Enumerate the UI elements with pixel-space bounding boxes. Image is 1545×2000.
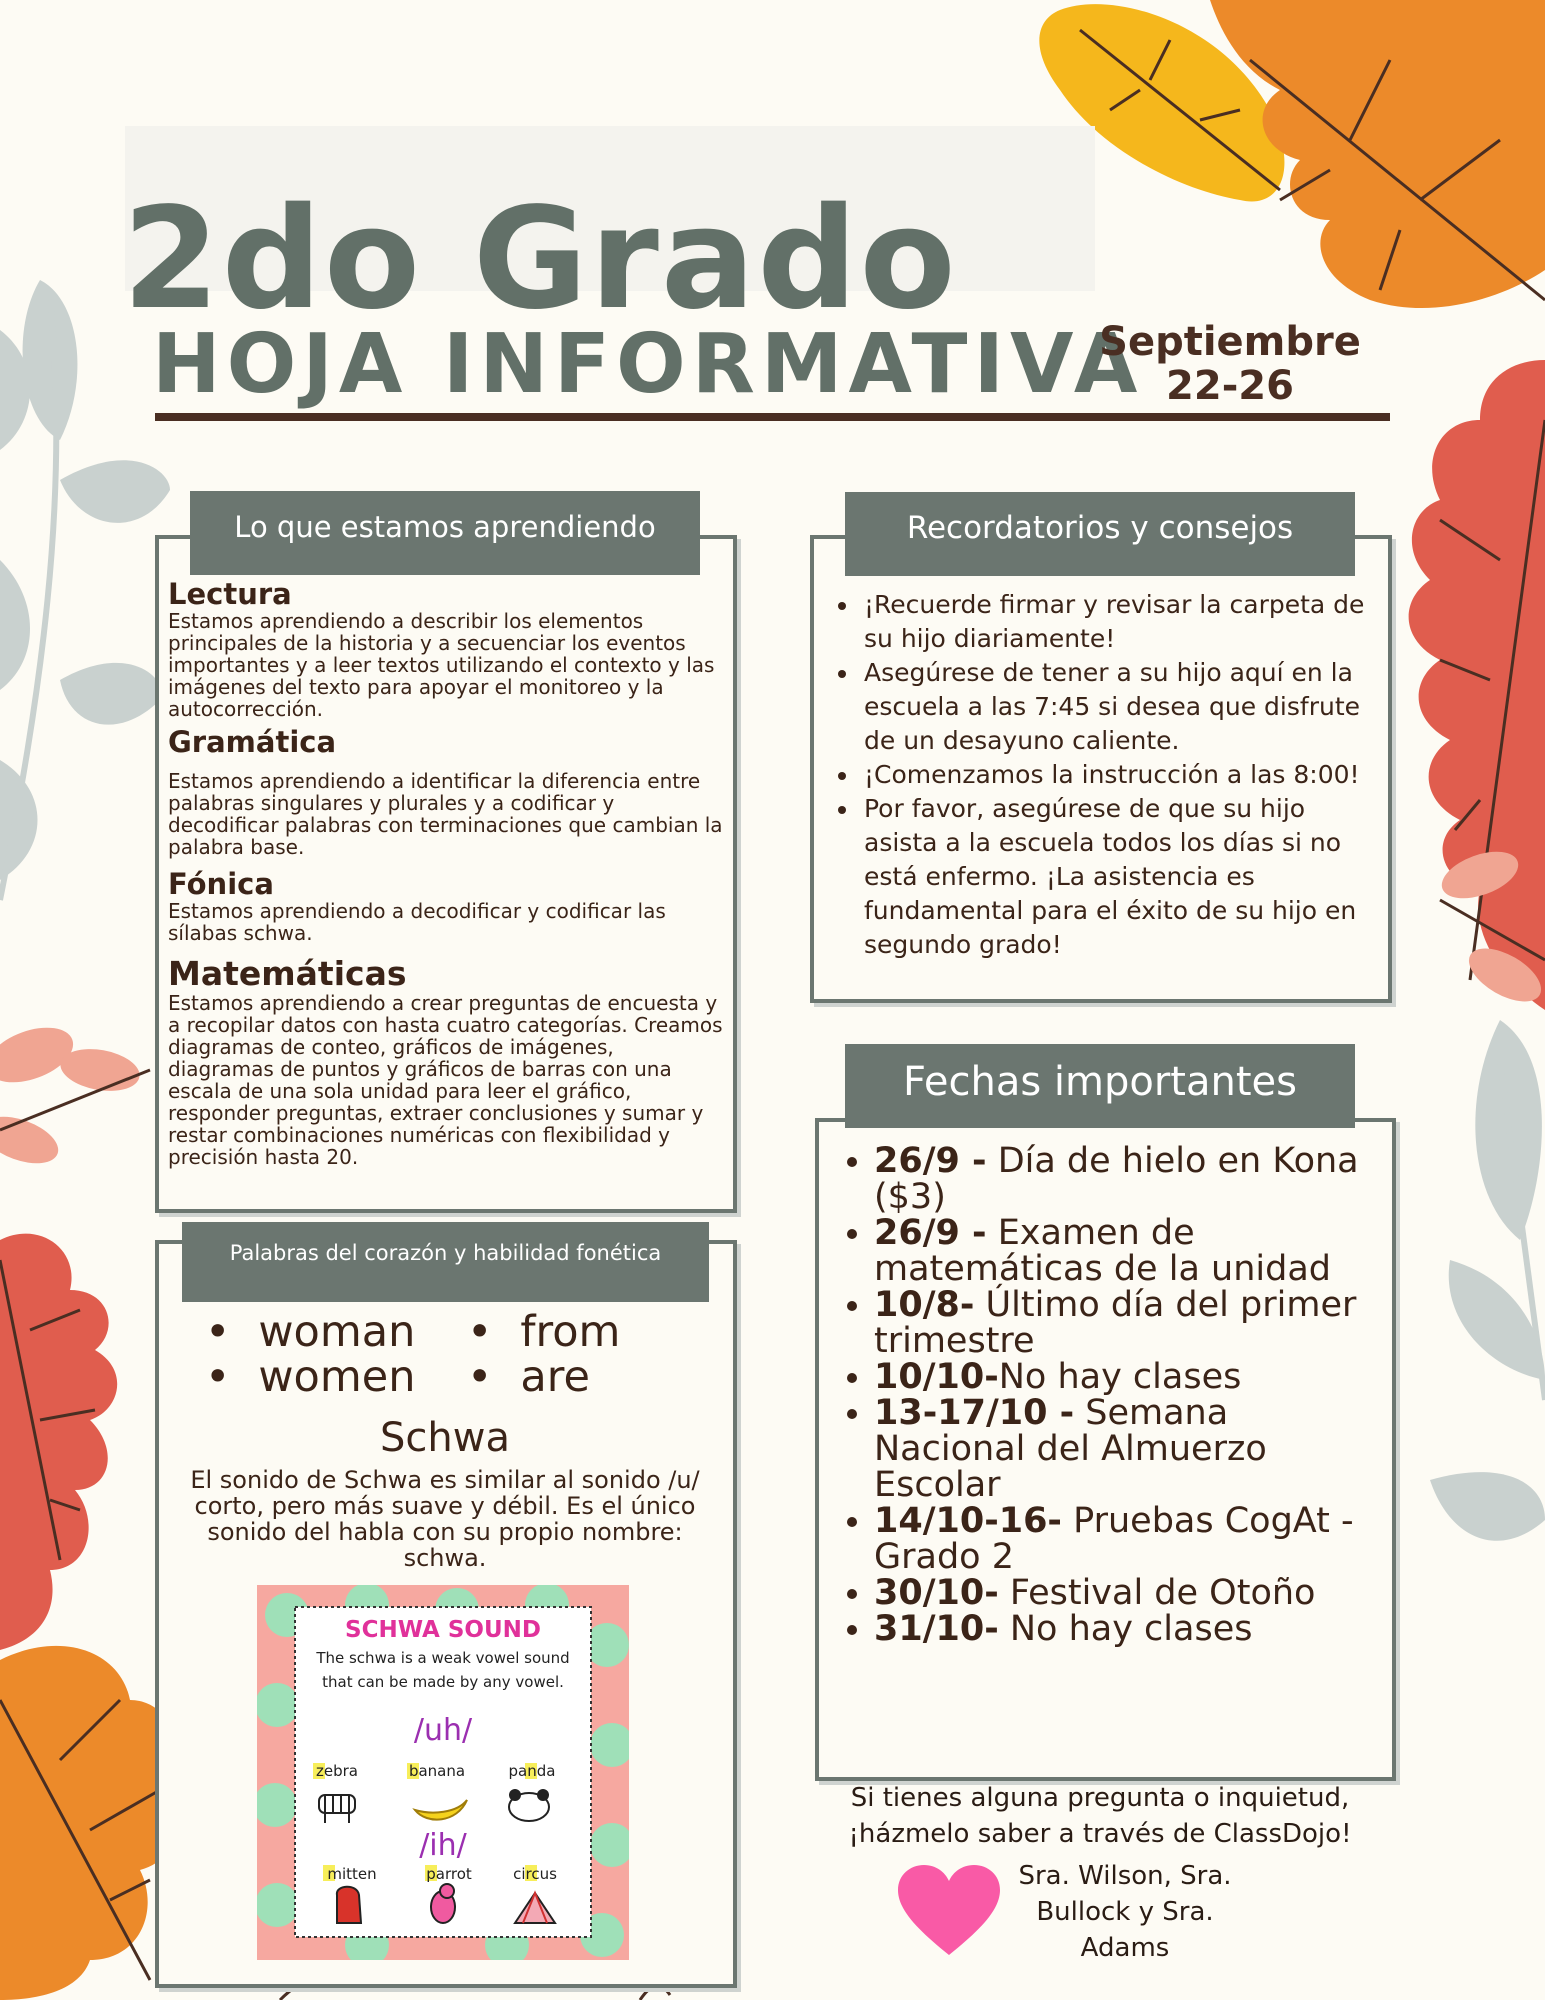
contact-note: [810, 1780, 1390, 1852]
date-event: Último día del primer trimestre: [874, 1285, 1357, 1361]
reminder-item: • Asegúrese de tener a su hijo aquí en la escuela a las 7:45 si desea que disfrute de un desayuno caliente.: [860, 656, 1375, 758]
heart-words-list-right: [467, 1307, 621, 1402]
lectura-text: Estamos aprendiendo a describir los elementos principales de la historia y a secuenciar los eventos importantes y a leer textos utilizando el contexto y las imágenes del texto para apoyar el monitoreo y la autocorrección.: [168, 609, 715, 721]
date-label: 13-17/10 -: [874, 1393, 1075, 1433]
week-month: Septiembre: [1099, 319, 1361, 365]
fonica-text: Estamos aprendiendo a decodificar y codificar las sílabas schwa.: [168, 899, 666, 945]
gramatica-heading: Gramática: [168, 725, 337, 759]
date-item: [874, 1395, 1385, 1503]
heart-icon: [898, 1865, 1000, 1957]
leaf-right-gray: [1430, 1020, 1545, 1541]
leaf-left-orange: [0, 1646, 177, 2000]
date-item: [874, 1215, 1385, 1287]
date-event: Semana Nacional del Almuerzo Escolar: [874, 1393, 1267, 1505]
panda-icon: [509, 1789, 549, 1821]
poster-title: SCHWA SOUND: [345, 1617, 541, 1643]
week-range: 22-26: [1166, 363, 1294, 409]
date-event: No hay clases: [998, 1609, 1253, 1649]
poster-word: circus: [513, 1865, 557, 1883]
date-event: Pruebas CogAt - Grado 2: [874, 1501, 1354, 1577]
leaf-right-red: [1409, 360, 1545, 1010]
phonics-title: Schwa: [380, 1415, 510, 1461]
learning-content: [168, 578, 723, 1174]
poster-word: zebra: [316, 1762, 358, 1780]
contact-line1: Si tienes alguna pregunta o inquietud,: [850, 1783, 1350, 1813]
heart-word: • are: [467, 1355, 620, 1400]
contact-line2: ¡házmelo saber a través de ClassDojo!: [848, 1819, 1352, 1849]
date-event: Festival de Otoño: [998, 1573, 1316, 1613]
date-event: Examen de matemáticas de la unidad: [874, 1213, 1331, 1289]
reminders-content: [820, 588, 1375, 962]
heart-word: • women: [205, 1355, 415, 1400]
signature-line1: Sra. Wilson, Sra.: [1018, 1861, 1232, 1891]
date-label: 26/9 -: [874, 1141, 987, 1181]
poster-sound-ih: /ih/: [419, 1828, 467, 1863]
date-event: Día de hielo en Kona ($3): [874, 1141, 1359, 1217]
header-divider: [155, 413, 1390, 421]
signature-line2: Bullock y Sra.: [1036, 1897, 1214, 1927]
reminder-item: • Por favor, asegúrese de que su hijo asista a la escuela todos los días si no está enfermo. ¡La asistencia es fundamental para el éxito de su hijo en segundo grado!: [860, 792, 1375, 962]
dates-tab: Fechas importantes: [845, 1044, 1355, 1128]
lectura-heading: Lectura: [168, 577, 292, 611]
date-label: 14/10-16-: [874, 1501, 1062, 1541]
poster-word: mitten: [327, 1865, 377, 1883]
reminders-tab: Recordatorios y consejos: [845, 492, 1355, 576]
poster-word: panda: [508, 1762, 556, 1780]
date-item: [874, 1575, 1385, 1611]
date-event: No hay clases: [998, 1357, 1242, 1397]
phonics-text: El sonido de Schwa es similar al sonido /u/ corto, pero más suave y débil. Es el único sonido del habla con su propio nombre: schwa.: [190, 1466, 700, 1572]
poster-word: parrot: [426, 1865, 472, 1883]
date-label: 10/10-: [874, 1357, 999, 1397]
heart-words-tab: Palabras del corazón y habilidad fonética: [182, 1222, 709, 1302]
poster-line2: that can be made by any vowel.: [322, 1673, 564, 1691]
poster-line1: The schwa is a weak vowel sound: [316, 1649, 570, 1667]
matematicas-text: Estamos aprendiendo a crear preguntas de encuesta y a recopilar datos con hasta cuatro categorías. Creamos diagramas de conteo, gráficos de imágenes, diagramas de puntos y gráficos de barras con una escala de una sola unidad para leer el gráfico, responder preguntas, extraer conclusiones y sumar y restar combinaciones numéricas con flexibilidad y precisión hasta 20.: [168, 991, 723, 1169]
page-subtitle: HOJA INFORMATIVA: [152, 317, 1144, 412]
week-dates: [1090, 320, 1370, 408]
learning-tab: Lo que estamos aprendiendo: [190, 491, 700, 575]
date-item: [874, 1359, 1385, 1395]
dates-content: [830, 1143, 1385, 1647]
matematicas-heading: Matemáticas: [168, 954, 407, 993]
heart-word: • woman: [205, 1310, 415, 1355]
date-label: 10/8-: [874, 1285, 975, 1325]
reminders-list: [820, 588, 1375, 962]
poster-sound-uh: /uh/: [413, 1713, 473, 1748]
reminder-item: • ¡Recuerde firmar y revisar la carpeta de su hijo diariamente!: [860, 588, 1375, 656]
date-label: 26/9 -: [874, 1213, 987, 1253]
date-label: 30/10-: [874, 1573, 999, 1613]
mitten-icon: [337, 1887, 361, 1923]
leaf-left-gray: [0, 280, 170, 900]
date-label: 31/10-: [874, 1609, 999, 1649]
date-item: [874, 1503, 1385, 1575]
page-title: 2do Grado: [122, 178, 958, 341]
heart-words-list-left: [205, 1307, 416, 1402]
fonica-heading: Fónica: [168, 867, 274, 901]
signature: [1000, 1858, 1250, 1966]
gramatica-text: Estamos aprendiendo a identificar la diferencia entre palabras singulares y plurales y a codificar y decodificar palabras con terminaciones que cambian la palabra base.: [168, 769, 723, 859]
date-item: [874, 1287, 1385, 1359]
poster-word: banana: [408, 1762, 466, 1780]
leaf-left-pink: [0, 1017, 150, 1172]
schwa-sound-poster: [257, 1585, 629, 1960]
dates-list: [830, 1143, 1385, 1647]
heart-word: • from: [467, 1310, 620, 1355]
signature-line3: Adams: [1080, 1933, 1170, 1963]
heart-words-left: [205, 1307, 416, 1402]
reminder-item: • ¡Comenzamos la instrucción a las 8:00!: [860, 758, 1375, 792]
date-item: [874, 1611, 1385, 1647]
date-item: [874, 1143, 1385, 1215]
leaf-left-red: [0, 1234, 117, 1650]
heart-words-right: [467, 1307, 621, 1402]
